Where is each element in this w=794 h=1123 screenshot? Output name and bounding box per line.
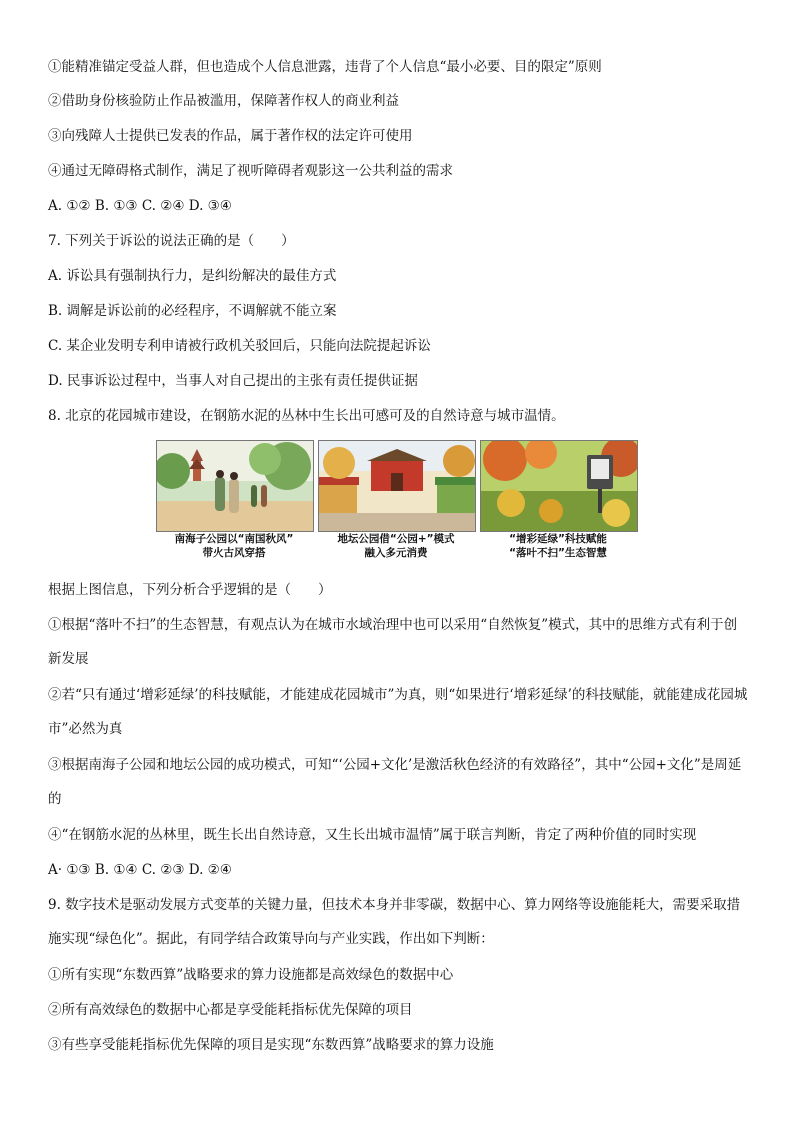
figure-caption: 地坛公园借“公园+”模式 融入多元消费 — [337, 533, 455, 559]
option-line: ④通过无障碍格式制作，满足了视听障碍者观影这一公共利益的需求 — [48, 163, 453, 179]
option-line: ④“在钢筋水泥的丛林里，既生长出自然诗意，又生长出城市温情”属于联言判断，肯定了两种价值的同时实现 — [48, 827, 697, 843]
option-line: A. 诉讼具有强制执行力，是纠纷解决的最佳方式 — [48, 268, 337, 284]
figure-row — [156, 440, 640, 562]
figure-caption: “增彩延绿”科技赋能 “落叶不扫”生态智慧 — [509, 533, 607, 559]
leaves-image — [480, 440, 638, 532]
temple-image — [318, 440, 476, 532]
park-image — [156, 440, 314, 532]
option-line: C. 某企业发明专利申请被行政机关驳回后，只能向法院提起诉讼 — [48, 338, 431, 354]
option-line: ②借助身份核验防止作品被滥用，保障著作权人的商业利益 — [48, 93, 399, 109]
option-line: D. 民事诉讼过程中，当事人对自己提出的主张有责任提供证据 — [48, 373, 418, 389]
option-line: ①所有实现“东数西算”战略要求的算力设施都是高效绿色的数据中心 — [48, 967, 454, 983]
answer-choices: A. ①② B. ①③ C. ②④ D. ③④ — [48, 198, 232, 214]
option-line: ①根据“落叶不扫”的生态智慧，有观点认为在城市水域治理中也可以采用“自然恢复”模式，其中的思维方式有利于创新发展 — [48, 617, 738, 667]
option-line: ②若“只有通过‘增彩延绿’的科技赋能，才能建成花园城市”为真，则“如果进行‘增彩延绿’的科技赋能，就能建成花园城市”必然为真 — [48, 687, 748, 737]
option-line: ③根据南海子公园和地坛公园的成功模式，可知“‘公园+文化’是激活秋色经济的有效路径”，其中“公园+文化”是周延的 — [48, 757, 742, 807]
answer-choices: A· ①③ B. ①④ C. ②③ D. ②④ — [48, 862, 232, 878]
option-line: ①能精准锚定受益人群，但也造成个人信息泄露，违背了个人信息“最小必要、目的限定”原则 — [48, 59, 602, 75]
option-line: B. 调解是诉讼前的必经程序，不调解就不能立案 — [48, 303, 337, 319]
option-line: ③有些享受能耗指标优先保障的项目是实现“东数西算”战略要求的算力设施 — [48, 1037, 494, 1053]
option-line: ②所有高效绿色的数据中心都是享受能耗指标优先保障的项目 — [48, 1002, 413, 1018]
question-stem: 根据上图信息，下列分析合乎逻辑的是（ ） — [48, 582, 332, 598]
figure-caption: 南海子公园以“南国秋风” 带火古风穿搭 — [174, 533, 294, 559]
question-stem: 9. 数字技术是驱动发展方式变革的关键力量，但技术本身并非零碳，数据中心、算力网络等设施能耗大，需要采取措施实现“绿色化”。据此，有同学结合政策导向与产业实践，作出如下判断： — [48, 897, 741, 947]
question-stem: 7. 下列关于诉讼的说法正确的是（ ） — [48, 233, 295, 249]
question-stem: 8. 北京的花园城市建设，在钢筋水泥的丛林中生长出可感可及的自然诗意与城市温情。 — [48, 408, 565, 424]
option-line: ③向残障人士提供已发表的作品，属于著作权的法定许可使用 — [48, 128, 413, 144]
